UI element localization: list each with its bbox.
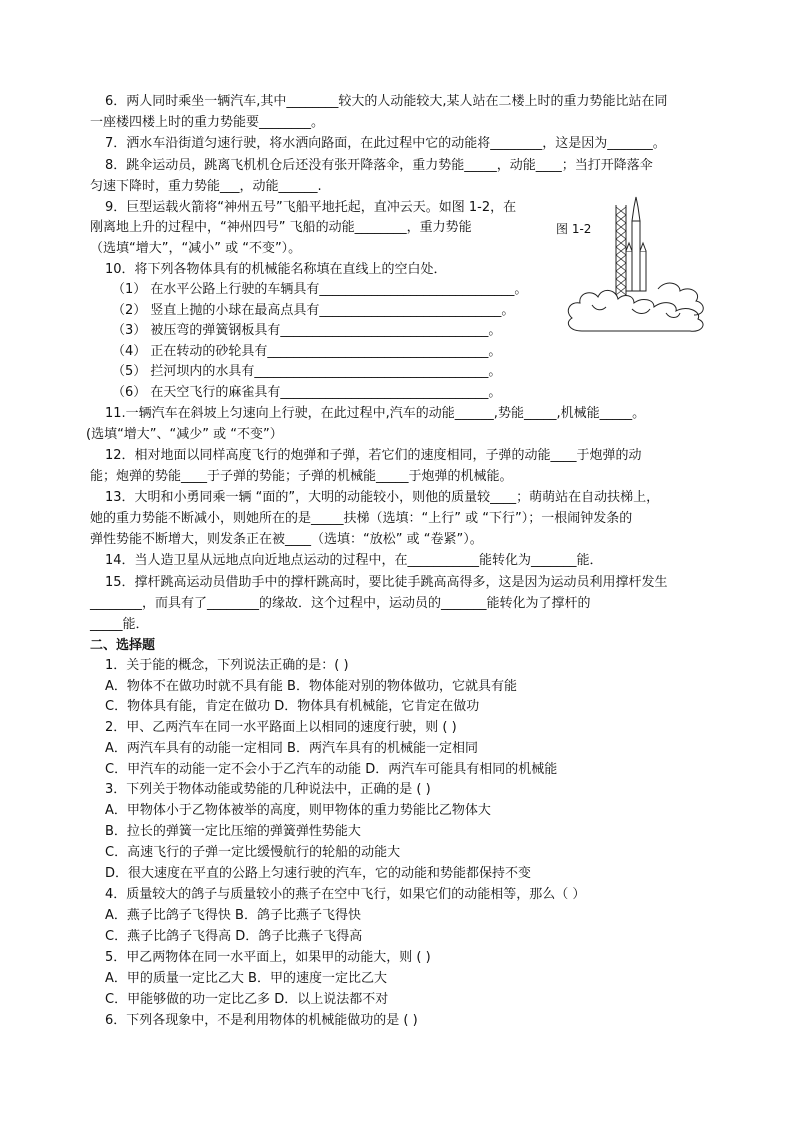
section-title: 二、选择题 (90, 638, 156, 653)
choice-q1-options: A．物体不在做功时就不具有能 B．物体能对别的物体做功，它就具有能 (105, 679, 517, 694)
q15-line-3: _____能． (90, 617, 149, 632)
q12-line-1: 12．相对地面以同样高度飞行的炮弹和子弹，若它们的速度相同，子弹的动能____于炮弹的动 (105, 448, 642, 463)
q9-line-2: 刚离地上升的过程中，“神州四号” 飞船的动能________，重力势能 (90, 220, 472, 235)
q10-item: （1） 在水平公路上行驶的车辆具有______________________________。 (112, 282, 528, 297)
choice-q3-option: B．拉长的弹簧一定比压缩的弹簧弹性势能大 (105, 824, 361, 839)
q7-line-1: 7．洒水车沿街道匀速行驶，将水洒向路面，在此过程中它的动能将________，这是因为_______。 (105, 136, 666, 151)
q10-stem: 10．将下列各物体具有的机械能名称填在直线上的空白处． (105, 262, 447, 277)
choice-q3-stem: 3．下列关于物体动能或势能的几种说法中，正确的是 ( ) (105, 782, 431, 797)
q14-line-1: 14．当人造卫星从远地点向近地点运动的过程中，在___________能转化为_______能． (105, 553, 603, 568)
choice-q4-stem: 4．质量较大的鸽子与质量较小的燕子在空中飞行，如果它们的动能相等，那么（ ） (105, 887, 586, 902)
choice-q1-options: C．物体具有能，肯定在做功 D．物体具有机械能，它肯定在做功 (105, 699, 480, 714)
choice-q1-stem: 1．关于能的概念，下列说法正确的是：( ) (105, 658, 349, 673)
choice-q3-option: A．甲物体小于乙物体被举的高度，则甲物体的重力势能比乙物体大 (105, 803, 491, 818)
q10-item: （3） 被压弯的弹簧钢板具有________________________________。 (112, 323, 502, 338)
choice-q3-option: D．很大速度在平直的公路上匀速行驶的汽车，它的动能和势能都保持不变 (105, 866, 532, 881)
choice-q3-option: C．高速飞行的子弹一定比缓慢航行的轮船的动能大 (105, 845, 401, 860)
q6-line-2: 一座楼四楼上时的重力势能要________。 (90, 115, 325, 130)
q13-line-1: 13．大明和小勇同乘一辆 “面的”，大明的动能较小，则他的质量较____；萌萌站在自动扶梯上， (105, 490, 660, 505)
choice-q5-options: C．甲能够做的功一定比乙多 D．以上说法都不对 (105, 992, 389, 1007)
choice-q5-options: A．甲的质量一定比乙大 B．甲的速度一定比乙大 (105, 971, 387, 986)
choice-q6-stem: 6．下列各现象中，不是利用物体的机械能做功的是 ( ) (105, 1013, 418, 1028)
q11-line-1: 11.一辆汽车在斜坡上匀速向上行驶，在此过程中,汽车的动能______,势能_____,机械能_____。 (105, 406, 646, 421)
rocket-launch-figure (562, 193, 712, 333)
choice-q4-options: C．燕子比鸽子飞得高 D．鸽子比燕子飞得高 (105, 929, 363, 944)
choice-q2-stem: 2．甲、乙两汽车在同一水平路面上以相同的速度行驶，则 ( ) (105, 720, 457, 735)
q12-line-2: 能；炮弹的势能____于子弹的势能；子弹的机械能_____于炮弹的机械能。 (90, 469, 513, 484)
choice-q2-options: A．两汽车具有的动能一定相同 B．两汽车具有的机械能一定相同 (105, 741, 478, 756)
q9-line-1: 9．巨型运载火箭将“神州五号”飞船平地托起，直冲云天。如图 1-2，在 (105, 200, 517, 215)
choice-q4-options: A．燕子比鸽子飞得快 B．鸽子比燕子飞得快 (105, 908, 361, 923)
q10-item: （2） 竖直上抛的小球在最高点具有____________________________。 (112, 303, 515, 318)
q10-item: （6） 在天空飞行的麻雀具有________________________________。 (112, 385, 502, 400)
q8-line-1: 8．跳伞运动员，跳离飞机机仓后还没有张开降落伞，重力势能_____，动能____；当打开降落伞 (105, 158, 653, 173)
q13-line-2: 她的重力势能不断减小，则她所在的是_____扶梯（选填：“上行” 或 “下行”）；一根闹钟发条的 (90, 511, 633, 526)
q15-line-1: 15．撑杆跳高运动员借助手中的撑杆跳高时，要比徒手跳高高得多，这是因为运动员利用撑杆发生 (105, 575, 668, 590)
q6-line-1: 6．两人同时乘坐一辆汽车,其中________较大的人动能较大,某人站在二楼上时的重力势能比站在同 (105, 94, 668, 109)
figure-label: 图 1-2 (556, 222, 592, 236)
q13-line-3: 弹性势能不断增大，则发条正在被____（选填：“放松” 或 “卷紧”）。 (90, 532, 483, 547)
choice-q5-stem: 5．甲乙两物体在同一水平面上，如果甲的动能大，则 ( ) (105, 950, 431, 965)
choice-q2-options: C．甲汽车的动能一定不会小于乙汽车的动能 D．两汽车可能具有相同的机械能 (105, 762, 558, 777)
q9-line-3: （选填“增大”，“减小” 或 “不变”）。 (90, 241, 302, 256)
q15-line-2: ________，而具有了________的缘故．这个过程中，运动员的_______能转化为了撑杆的 (90, 596, 591, 611)
q10-item: （5） 拦河坝内的水具有____________________________________。 (112, 364, 502, 379)
q10-item: （4） 正在转动的砂轮具有__________________________________。 (112, 344, 502, 359)
q8-line-2: 匀速下降时，重力势能___，动能______. (90, 179, 322, 194)
q11-line-2: (选填“增大”、“减少” 或 “不变”） (86, 427, 283, 442)
